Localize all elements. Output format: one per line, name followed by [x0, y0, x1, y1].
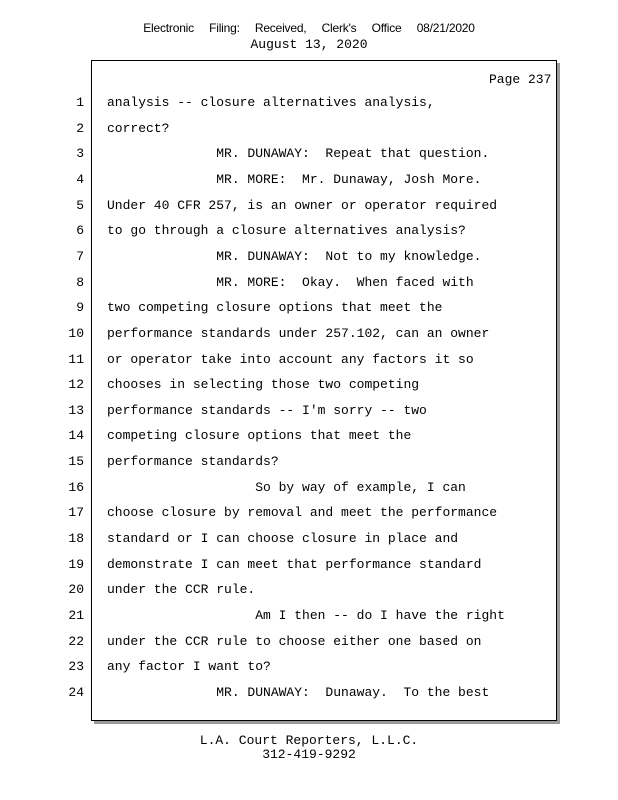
- transcript-line-text: chooses in selecting those two competing: [107, 377, 420, 392]
- transcript-line-text: MR. DUNAWAY: Dunaway. To the best: [107, 685, 490, 700]
- transcript-line-text: performance standards under 257.102, can an owner: [107, 326, 490, 341]
- line-number: 2: [76, 121, 84, 136]
- line-number: 3: [76, 146, 84, 161]
- transcript-line-text: choose closure by removal and meet the performance: [107, 505, 498, 520]
- stamp-word: 08/21/2020: [416, 21, 475, 35]
- footer-company: L.A. Court Reporters, L.L.C.: [199, 733, 419, 748]
- line-number: 4: [76, 172, 84, 187]
- line-number: 9: [76, 300, 84, 315]
- page-number-label: Page 237: [489, 72, 552, 87]
- transcript-line-text: performance standards?: [107, 454, 279, 469]
- line-number: 6: [76, 223, 84, 238]
- filing-stamp: [0, 21, 618, 35]
- transcript-line-text: So by way of example, I can: [107, 480, 466, 495]
- stamp-word: Office: [371, 21, 402, 35]
- line-number: 5: [76, 198, 84, 213]
- line-number: 19: [68, 557, 84, 572]
- line-number: 14: [68, 428, 84, 443]
- line-number: 24: [68, 685, 84, 700]
- transcript-line-text: demonstrate I can meet that performance standard: [107, 557, 482, 572]
- transcript-line-text: under the CCR rule.: [107, 582, 256, 597]
- stamp-word: Received,: [254, 21, 307, 35]
- line-number: 8: [76, 275, 84, 290]
- stamp-word: Electronic: [143, 21, 194, 35]
- line-number: 11: [68, 352, 84, 367]
- transcript-line-text: performance standards -- I'm sorry -- two: [107, 403, 427, 418]
- transcript-line-text: analysis -- closure alternatives analysis,: [107, 95, 435, 110]
- header-date: August 13, 2020: [250, 37, 368, 52]
- transcript-line-text: under the CCR rule to choose either one based on: [107, 634, 482, 649]
- transcript-line-text: MR. MORE: Okay. When faced with: [107, 275, 474, 290]
- line-number: 13: [68, 403, 84, 418]
- line-number: 21: [68, 608, 84, 623]
- stamp-word: Filing:: [209, 21, 240, 35]
- line-number: 12: [68, 377, 84, 392]
- transcript-line-text: correct?: [107, 121, 170, 136]
- transcript-line-text: MR. DUNAWAY: Not to my knowledge.: [107, 249, 482, 264]
- line-number: 10: [68, 326, 84, 341]
- transcript-line-text: to go through a closure alternatives analysis?: [107, 223, 466, 238]
- line-number: 1: [76, 95, 84, 110]
- line-number: 17: [68, 505, 84, 520]
- line-number: 20: [68, 582, 84, 597]
- transcript-line-text: MR. DUNAWAY: Repeat that question.: [107, 146, 490, 161]
- footer-phone: 312-419-9292: [262, 747, 356, 762]
- line-number: 23: [68, 659, 84, 674]
- transcript-line-text: competing closure options that meet the: [107, 428, 412, 443]
- transcript-line-text: Under 40 CFR 257, is an owner or operator required: [107, 198, 498, 213]
- transcript-line-text: Am I then -- do I have the right: [107, 608, 505, 623]
- line-number: 7: [76, 249, 84, 264]
- line-number: 22: [68, 634, 84, 649]
- line-number: 18: [68, 531, 84, 546]
- stamp-word: Clerk's: [321, 21, 357, 35]
- transcript-line-text: standard or I can choose closure in place and: [107, 531, 459, 546]
- transcript-line-text: any factor I want to?: [107, 659, 271, 674]
- line-number: 15: [68, 454, 84, 469]
- transcript-line-text: MR. MORE: Mr. Dunaway, Josh More.: [107, 172, 482, 187]
- transcript-line-text: or operator take into account any factors it so: [107, 352, 474, 367]
- line-number: 16: [68, 480, 84, 495]
- transcript-line-text: two competing closure options that meet the: [107, 300, 443, 315]
